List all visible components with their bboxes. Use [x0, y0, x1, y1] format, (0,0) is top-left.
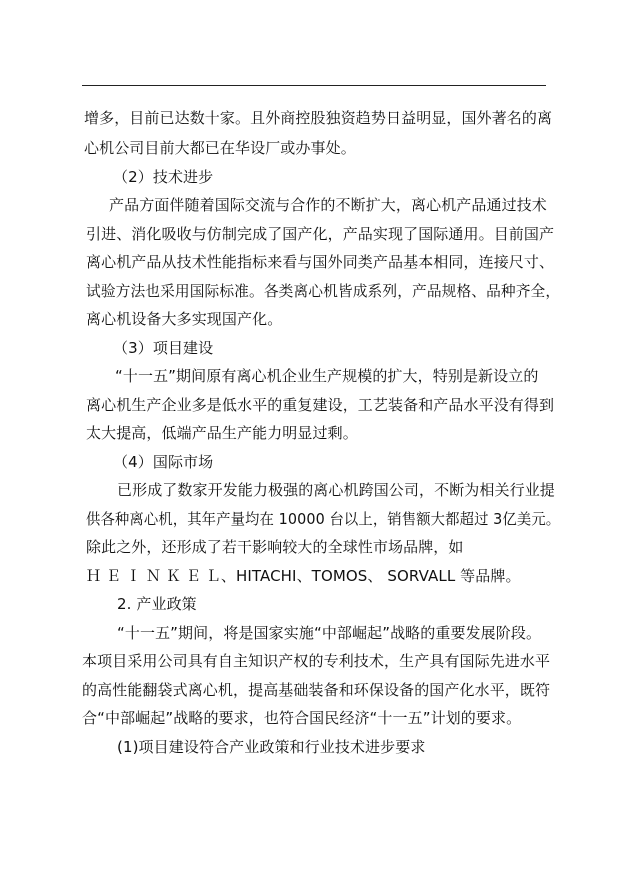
text-line: 离心机生产企业多是低水平的重复建设，工艺装备和产品水平没有得到 — [86, 396, 555, 414]
text-line: 已形成了数家开发能力极强的离心机跨国公司，不断为相关行业提 — [117, 481, 555, 499]
section-heading: 2. 产业政策 — [117, 595, 197, 613]
section-heading: （3）项目建设 — [113, 339, 214, 357]
text-line: 产品方面伴随着国际交流与合作的不断扩大，离心机产品通过技术 — [109, 196, 547, 214]
text-line: 心机公司目前大都已在华设厂或办事处。 — [84, 139, 356, 157]
text-line: “十一五”期间原有离心机企业生产规模的扩大，特别是新设立的 — [115, 367, 539, 385]
text-line: 合“中部崛起”战略的要求，也符合国民经济“十一五”计划的要求。 — [82, 709, 522, 727]
text-line: 太大提高，低端产品生产能力明显过剩。 — [86, 424, 358, 442]
text-line: 的高性能翻袋式离心机，提高基础装备和环保设备的国产化水平，既符 — [82, 681, 551, 699]
section-heading: （2）技术进步 — [113, 168, 214, 186]
text-line: 离心机设备大多实现国产化。 — [86, 310, 283, 328]
text-line: 试验方法也采用国际标准。各类离心机皆成系列，产品规格、品种齐全， — [86, 282, 561, 300]
section-heading: (1)项目建设符合产业政策和行业技术进步要求 — [117, 738, 426, 756]
text-line: 离心机产品从技术性能指标来看与国外同类产品基本相同，连接尺寸、 — [86, 253, 555, 271]
text-line: 增多，目前已达数十家。且外商控股独资趋势日益明显，国外著名的离 — [84, 109, 553, 127]
text-line: “十一五”期间，将是国家实施“中部崛起”战略的重要发展阶段。 — [117, 624, 542, 642]
text-line: 供各种离心机，其年产量均在 10000 台以上，销售额大都超过 3亿美元。 — [86, 510, 561, 528]
header-rule — [82, 85, 546, 86]
text-line: Ｈ Ｅ Ｉ Ｎ Ｋ Ｅ Ｌ、HITACHI、TOMOS、 SORVALL 等品牌。 — [86, 567, 521, 585]
text-line: 本项目采用公司具有自主知识产权的专利技术，生产具有国际先进水平 — [82, 652, 551, 670]
text-line: 引进、消化吸收与仿制完成了国产化，产品实现了国际通用。目前国产 — [86, 225, 555, 243]
text-line: 除此之外，还形成了若干影响较大的全球性市场品牌，如 — [86, 538, 464, 556]
section-heading: （4）国际市场 — [113, 453, 214, 471]
